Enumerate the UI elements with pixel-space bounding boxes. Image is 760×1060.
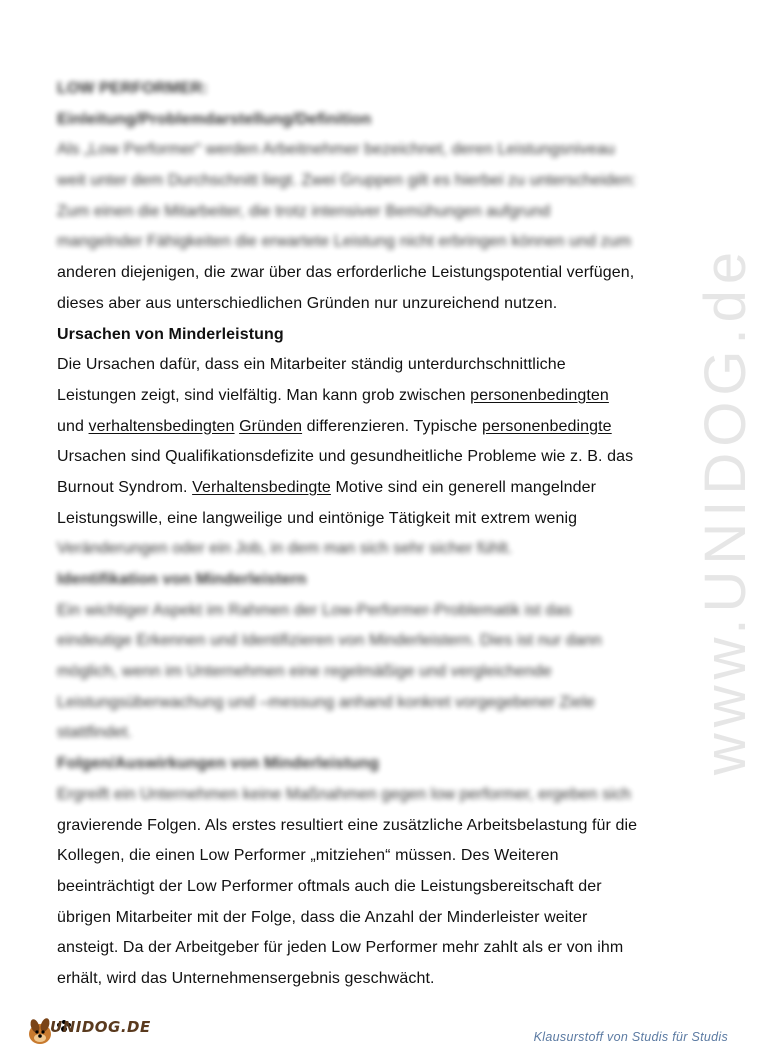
paragraph-line: erhält, wird das Unternehmensergebnis geschwächt. [57, 969, 435, 987]
underlined-term: Gründen [239, 417, 303, 435]
paragraph-line [57, 412, 697, 443]
paragraph-line: weit unter dem Durchschnitt liegt. Zwei Gruppen gilt es hierbei zu unterscheiden: [57, 172, 637, 190]
paragraph-line: übrigen Mitarbeiter mit der Folge, dass die Anzahl der Minderleister weiter [57, 908, 588, 926]
paragraph-line: ansteigt. Da der Arbeitgeber für jeden Low Performer mehr zahlt als er von ihm [57, 939, 624, 957]
text-run: Motive sind ein generell mangelnder [330, 478, 597, 496]
paragraph-line: stattfindet. [57, 724, 133, 742]
text-run: und [57, 417, 89, 435]
paragraph-line: anderen diejenigen, die zwar über das erforderliche Leistungspotential verfügen, [57, 264, 635, 282]
watermark [693, 245, 759, 775]
paragraph-line: Als „Low Performer“ werden Arbeitnehmer bezeichnet, deren Leistungsniveau [57, 141, 615, 159]
text-run: Leistungen zeigt, sind vielfältig. Man kann grob zwischen [57, 386, 471, 404]
document-body [57, 74, 697, 995]
paragraph-line: gravierende Folgen. Als erstes resultiert eine zusätzliche Arbeitsbelastung für die [57, 816, 638, 834]
paragraph-line: mangelnder Fähigkeiten die erwartete Leistung nicht erbringen können und zum [57, 233, 632, 251]
underlined-term: personenbedingten [470, 386, 609, 404]
logo-text: UNIDOG.DE [50, 1018, 151, 1036]
paragraph-line: beeinträchtigt der Low Performer oftmals auch die Leistungsbereitschaft der [57, 877, 602, 895]
paragraph-line: eindeutige Erkennen und Identifizieren von Minderleistern. Dies ist nur dann [57, 632, 602, 650]
watermark-text: www.UNIDOG.de [693, 245, 759, 775]
section-heading-effects: Folgen/Auswirkungen von Minderleistung [57, 755, 380, 773]
paragraph-line: Zum einen die Mitarbeiter, die trotz intensiver Bemühungen aufgrund [57, 202, 551, 220]
paragraph-line: Leistungswille, eine langweilige und eintönige Tätigkeit mit extrem wenig [57, 509, 578, 527]
paragraph-line: Veränderungen oder ein Job, in dem man sich sehr sicher fühlt. [57, 540, 513, 558]
paragraph-line [57, 381, 697, 412]
section-heading-causes: Ursachen von Minderleistung [57, 325, 284, 343]
paragraph-line: Die Ursachen dafür, dass ein Mitarbeiter ständig unterdurchschnittliche [57, 356, 566, 374]
underlined-term: personenbedingte [481, 417, 612, 435]
text-run: differenzieren. Typische [302, 417, 482, 435]
paragraph-line: Ein wichtiger Aspekt im Rahmen der Low-Performer-Problematik ist das [57, 601, 572, 619]
paragraph-line: Ergreift ein Unternehmen keine Maßnahmen gegen low performer, ergeben sich [57, 785, 631, 803]
paragraph-line [57, 473, 697, 504]
footer-tagline: Klausurstoff von Studis für Studis [533, 1030, 728, 1044]
underlined-term: verhaltensbedingten [88, 417, 235, 435]
paragraph-line: möglich, wenn im Unternehmen eine regelmäßige und vergleichende [57, 663, 552, 681]
paragraph-line: dieses aber aus unterschiedlichen Gründen nur unzureichend nutzen. [57, 294, 558, 312]
section-heading-identification: Identifikation von Minderleistern [57, 571, 307, 588]
section-heading-intro: Einleitung/Problemdarstellung/Definition [57, 110, 372, 128]
paragraph-line: Ursachen sind Qualifikationsdefizite und gesundheitliche Probleme wie z. B. das [57, 448, 634, 466]
document-title: LOW PERFORMER: [57, 80, 208, 97]
paragraph-line: Leistungsüberwachung und –messung anhand konkret vorgegebener Ziele [57, 693, 595, 711]
underlined-term: Verhaltensbedingte [192, 478, 331, 496]
paragraph-line: Kollegen, die einen Low Performer „mitziehen“ müssen. Des Weiteren [57, 847, 559, 865]
text-run: Burnout Syndrom. [57, 478, 193, 496]
